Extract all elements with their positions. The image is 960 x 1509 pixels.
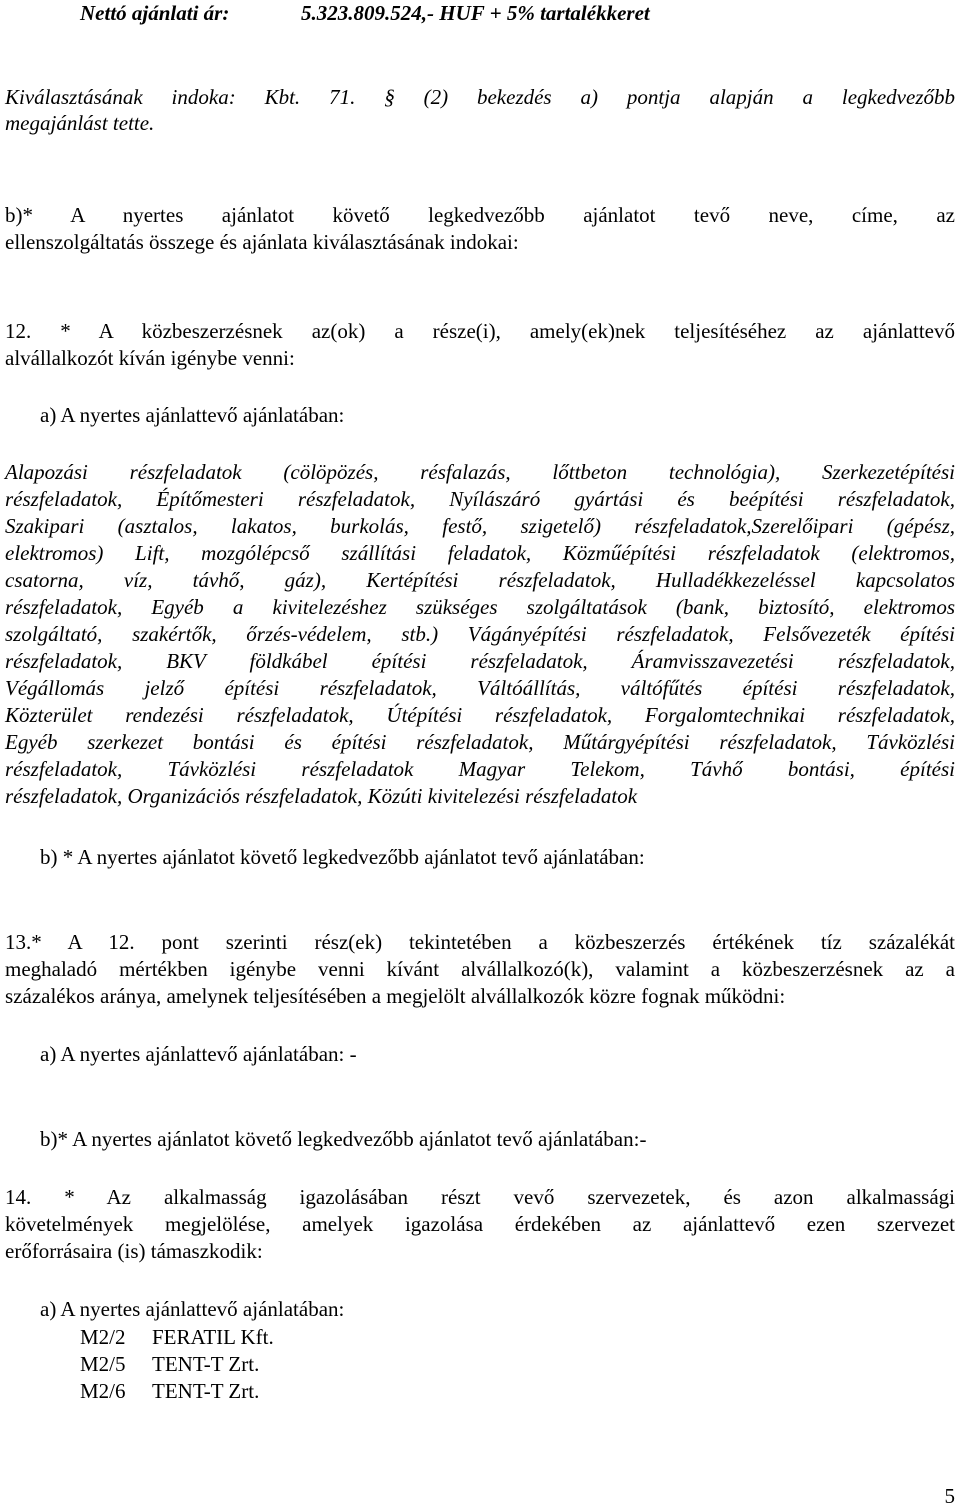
section-12-body-line: csatorna, víz, távhő, gáz), Kertépítési részfeladatok, Hulladékkezeléssel kapcsolatos — [5, 568, 955, 592]
section-12-line-1: 12. * A közbeszerzésnek az(ok) a része(i), amely(ek)nek teljesítéséhez az ajánlattevő — [5, 319, 955, 343]
section-14-line-1: 14. * Az alkalmasság igazolásában részt vevő szervezetek, és azon alkalmassági — [5, 1185, 955, 1209]
list-item — [80, 1324, 274, 1351]
section-12-body-line: Alapozási részfeladatok (cölöpözés, résfalazás, lőttbeton technológia), Szerkezetépítési — [5, 460, 955, 484]
page-number: 5 — [944, 1484, 955, 1508]
section-12-body-line: részfeladatok, Építőmesteri részfeladatok, Nyílászáró gyártási és beépítési részfeladatok, — [5, 487, 955, 511]
item-code: M2/5 — [80, 1352, 126, 1376]
section-12-body-line: Szakipari (asztalos, lakatos, burkolás, festő, szigetelő) részfeladatok,Szerelőipari (gépész, — [5, 514, 955, 538]
section-12-body-line: részfeladatok, Organizációs részfeladatok, Közúti kivitelezési részfeladatok — [5, 784, 638, 808]
item-org: FERATIL Kft. — [152, 1325, 274, 1349]
list-item — [80, 1351, 259, 1378]
price-label: Nettó ajánlati ár: — [80, 1, 230, 25]
section-13-sub-a: a) A nyertes ajánlattevő ajánlatában: - — [40, 1042, 357, 1066]
section-13-line-2: meghaladó mértékben igénybe venni kívánt alvállalkozó(k), valamint a közbeszerzésnek az a — [5, 957, 955, 981]
section-12-body-line: részfeladatok, Egyéb a kivitelezéshez szükséges szolgáltatások (bank, biztosító, elektromos — [5, 595, 955, 619]
section-12-body-line: Egyéb szerkezet bontási és építési részfeladatok, Műtárgyépítési részfeladatok, Távközlési — [5, 730, 955, 754]
price-value: 5.323.809.524,- HUF + 5% tartalékkeret — [301, 1, 650, 25]
section-12-body-line: részfeladatok, BKV földkábel építési részfeladatok, Áramvisszavezetési részfeladatok, — [5, 649, 955, 673]
section-13-line-3: százalékos aránya, amelynek teljesítésében a megjelölt alvállalkozók közre fognak működni: — [5, 984, 786, 1008]
section-14-line-3: erőforrásaira (is) támaszkodik: — [5, 1239, 263, 1263]
section-13-line-1: 13.* A 12. pont szerinti rész(ek) tekintetében a közbeszerzés értékének tíz százalékát — [5, 930, 955, 954]
section-12-line-2: alvállalkozót kíván igénybe venni: — [5, 346, 295, 370]
section-12-body-line: részfeladatok, Távközlési részfeladatok Magyar Telekom, Távhő bontási, építési — [5, 757, 955, 781]
section-14-sub-a: a) A nyertes ajánlattevő ajánlatában: — [40, 1297, 345, 1321]
section-12-body-line: Közterület rendezési részfeladatok, Útépítési részfeladatok, Forgalomtechnikai részfeladatok, — [5, 703, 955, 727]
selection-reason-line-2: megajánlást tette. — [5, 111, 155, 135]
section-b-line-1: b)* A nyertes ajánlatot követő legkedvezőbb ajánlatot tevő neve, címe, az — [5, 203, 955, 227]
section-12-sub-a: a) A nyertes ajánlattevő ajánlatában: — [40, 403, 345, 427]
item-code: M2/6 — [80, 1379, 126, 1403]
section-12-sub-b: b) * A nyertes ajánlatot követő legkedvezőbb ajánlatot tevő ajánlatában: — [40, 845, 645, 869]
section-13-sub-b: b)* A nyertes ajánlatot követő legkedvezőbb ajánlatot tevő ajánlatában:- — [40, 1127, 647, 1151]
section-12-body-line: szolgáltató, szakértők, őrzés-védelem, stb.) Vágányépítési részfeladatok, Felsővezeték építési — [5, 622, 955, 646]
item-code: M2/2 — [80, 1325, 126, 1349]
section-12-body-line: elektromos) Lift, mozgólépcső szállítási feladatok, Közműépítési részfeladatok (elektromos, — [5, 541, 955, 565]
section-12-body-line: Végállomás jelző építési részfeladatok, Váltóállítás, váltófűtés építési részfeladatok, — [5, 676, 955, 700]
item-org: TENT-T Zrt. — [152, 1379, 260, 1403]
list-item — [80, 1378, 259, 1405]
selection-reason-line-1: Kiválasztásának indoka: Kbt. 71. § (2) bekezdés a) pontja alapján a legkedvezőbb — [5, 85, 955, 109]
item-org: TENT-T Zrt. — [152, 1352, 260, 1376]
section-14-line-2: követelmények megjelölése, amelyek igazolása érdekében az ajánlattevő ezen szervezet — [5, 1212, 955, 1236]
section-b-line-2: ellenszolgáltatás összege és ajánlata kiválasztásának indokai: — [5, 230, 519, 254]
